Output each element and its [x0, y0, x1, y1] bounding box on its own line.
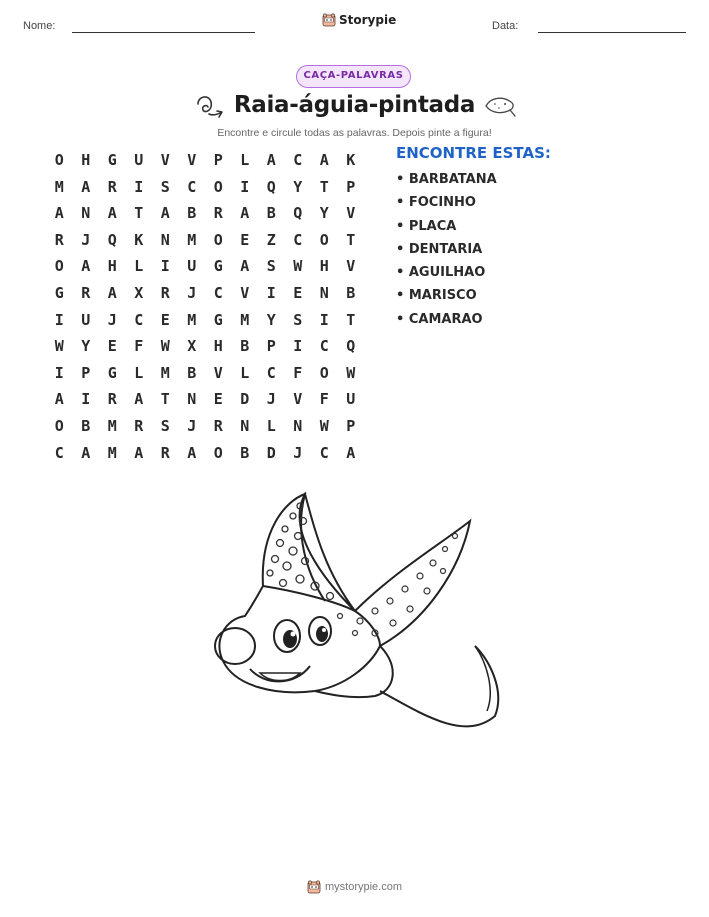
- grid-cell[interactable]: A: [107, 204, 117, 223]
- grid-cell[interactable]: A: [240, 204, 250, 223]
- grid-cell[interactable]: E: [213, 390, 223, 409]
- grid-cell[interactable]: M: [187, 310, 197, 329]
- grid-cell[interactable]: I: [160, 257, 170, 276]
- grid-cell[interactable]: J: [187, 283, 197, 302]
- grid-cell[interactable]: M: [187, 230, 197, 249]
- grid-cell[interactable]: V: [293, 390, 303, 409]
- grid-cell[interactable]: R: [160, 443, 170, 462]
- word-list-item: • FOCINHO: [396, 193, 497, 216]
- grid-cell[interactable]: C: [319, 337, 329, 356]
- grid-cell[interactable]: O: [319, 230, 329, 249]
- grid-cell[interactable]: J: [107, 310, 117, 329]
- grid-cell[interactable]: C: [134, 310, 144, 329]
- grid-cell[interactable]: K: [134, 230, 144, 249]
- grid-cell[interactable]: E: [293, 283, 303, 302]
- word-list-heading: ENCONTRE ESTAS:: [396, 144, 551, 162]
- word-list-item: • BARBATANA: [396, 170, 497, 193]
- word-list-item: • PLACA: [396, 217, 497, 240]
- grid-cell[interactable]: C: [187, 177, 197, 196]
- grid-cell[interactable]: I: [293, 337, 303, 356]
- grid-cell[interactable]: B: [346, 283, 356, 302]
- grid-cell[interactable]: N: [293, 416, 303, 435]
- word-list-item: • CAMARAO: [396, 310, 497, 333]
- grid-cell[interactable]: W: [319, 416, 329, 435]
- grid-cell[interactable]: W: [54, 337, 64, 356]
- grid-cell[interactable]: V: [213, 363, 223, 382]
- grid-cell[interactable]: Y: [81, 337, 91, 356]
- footer: [307, 880, 402, 894]
- grid-cell[interactable]: N: [240, 416, 250, 435]
- grid-cell[interactable]: O: [319, 363, 329, 382]
- grid-cell[interactable]: W: [160, 337, 170, 356]
- grid-cell[interactable]: R: [54, 230, 64, 249]
- grid-cell[interactable]: I: [134, 177, 144, 196]
- grid-cell[interactable]: V: [346, 204, 356, 223]
- grid-cell[interactable]: T: [346, 230, 356, 249]
- grid-cell[interactable]: T: [319, 177, 329, 196]
- grid-cell[interactable]: S: [160, 416, 170, 435]
- grid-cell[interactable]: P: [346, 416, 356, 435]
- grid-cell[interactable]: Z: [266, 230, 276, 249]
- grid-cell[interactable]: R: [107, 390, 117, 409]
- grid-cell[interactable]: I: [54, 363, 64, 382]
- title-row: [0, 88, 709, 126]
- grid-cell[interactable]: F: [293, 363, 303, 382]
- grid-cell[interactable]: C: [319, 443, 329, 462]
- grid-cell[interactable]: C: [213, 283, 223, 302]
- grid-cell[interactable]: B: [240, 443, 250, 462]
- grid-cell[interactable]: G: [107, 363, 117, 382]
- grid-cell[interactable]: J: [293, 443, 303, 462]
- grid-cell[interactable]: V: [160, 151, 170, 169]
- grid-cell[interactable]: M: [160, 363, 170, 382]
- grid-cell[interactable]: V: [240, 283, 250, 302]
- grid-cell[interactable]: O: [213, 230, 223, 249]
- word-list: [396, 170, 497, 333]
- date-label: Data:: [492, 20, 519, 32]
- grid-cell[interactable]: D: [240, 390, 250, 409]
- grid-cell[interactable]: M: [107, 416, 117, 435]
- grid-cell[interactable]: I: [54, 310, 64, 329]
- grid-cell[interactable]: B: [240, 337, 250, 356]
- grid-cell[interactable]: C: [293, 151, 303, 169]
- grid-cell[interactable]: L: [134, 363, 144, 382]
- grid-cell[interactable]: U: [81, 310, 91, 329]
- grid-cell[interactable]: F: [134, 337, 144, 356]
- grid-cell[interactable]: S: [266, 257, 276, 276]
- grid-cell[interactable]: N: [160, 230, 170, 249]
- grid-cell[interactable]: A: [81, 443, 91, 462]
- grid-cell[interactable]: Q: [107, 230, 117, 249]
- grid-cell[interactable]: J: [266, 390, 276, 409]
- grid-cell[interactable]: I: [319, 310, 329, 329]
- grid-cell[interactable]: A: [107, 283, 117, 302]
- grid-cell[interactable]: R: [160, 283, 170, 302]
- grid-cell[interactable]: Q: [346, 337, 356, 356]
- grid-cell[interactable]: X: [187, 337, 197, 356]
- grid-cell[interactable]: W: [293, 257, 303, 276]
- grid-cell[interactable]: E: [107, 337, 117, 356]
- grid-cell[interactable]: L: [240, 151, 250, 169]
- grid-cell[interactable]: C: [54, 443, 64, 462]
- grid-cell[interactable]: O: [54, 416, 64, 435]
- grid-cell[interactable]: A: [54, 204, 64, 223]
- grid-cell[interactable]: R: [134, 416, 144, 435]
- grid-cell[interactable]: X: [134, 283, 144, 302]
- grid-cell[interactable]: B: [187, 204, 197, 223]
- grid-cell[interactable]: L: [240, 363, 250, 382]
- instructions: Encontre e circule todas as palavras. Depois pinte a figura!: [217, 127, 492, 139]
- grid-cell[interactable]: F: [319, 390, 329, 409]
- grid-cell[interactable]: O: [54, 151, 64, 169]
- word-search-grid[interactable]: [46, 147, 364, 466]
- word-list-item: • AGUILHAO: [396, 263, 497, 286]
- grid-cell[interactable]: L: [266, 416, 276, 435]
- storypie-logo-icon: [307, 880, 321, 894]
- grid-cell[interactable]: A: [134, 390, 144, 409]
- grid-cell[interactable]: W: [346, 363, 356, 382]
- eagle-ray-illustration: [205, 491, 505, 741]
- grid-cell[interactable]: P: [81, 363, 91, 382]
- word-list-item: • MARISCO: [396, 286, 497, 309]
- ray-doodle-icon: [483, 94, 517, 118]
- grid-cell[interactable]: H: [107, 257, 117, 276]
- grid-cell[interactable]: A: [319, 151, 329, 169]
- name-field-line[interactable]: [72, 32, 255, 33]
- grid-cell[interactable]: P: [266, 337, 276, 356]
- grid-cell[interactable]: J: [81, 230, 91, 249]
- grid-cell[interactable]: A: [240, 257, 250, 276]
- grid-cell[interactable]: A: [134, 443, 144, 462]
- grid-cell[interactable]: C: [266, 363, 276, 382]
- grid-cell[interactable]: T: [134, 204, 144, 223]
- grid-cell[interactable]: R: [213, 204, 223, 223]
- grid-cell[interactable]: E: [240, 230, 250, 249]
- grid-cell[interactable]: M: [107, 443, 117, 462]
- grid-cell[interactable]: Y: [293, 177, 303, 196]
- grid-cell[interactable]: M: [240, 310, 250, 329]
- storypie-logo-icon: [322, 13, 336, 27]
- grid-cell[interactable]: B: [187, 363, 197, 382]
- grid-cell[interactable]: A: [81, 257, 91, 276]
- grid-cell[interactable]: G: [213, 257, 223, 276]
- grid-cell[interactable]: U: [346, 390, 356, 409]
- grid-cell[interactable]: D: [266, 443, 276, 462]
- grid-cell[interactable]: Y: [266, 310, 276, 329]
- grid-cell[interactable]: B: [266, 204, 276, 223]
- grid-cell[interactable]: N: [81, 204, 91, 223]
- grid-cell[interactable]: S: [293, 310, 303, 329]
- grid-cell[interactable]: M: [54, 177, 64, 196]
- grid-cell[interactable]: I: [266, 283, 276, 302]
- grid-cell[interactable]: A: [54, 390, 64, 409]
- grid-cell[interactable]: G: [54, 283, 64, 302]
- grid-cell[interactable]: J: [187, 416, 197, 435]
- grid-cell[interactable]: G: [213, 310, 223, 329]
- grid-cell[interactable]: V: [187, 151, 197, 169]
- brand: [322, 13, 396, 27]
- grid-cell[interactable]: P: [346, 177, 356, 196]
- grid-cell[interactable]: A: [187, 443, 197, 462]
- grid-cell[interactable]: N: [319, 283, 329, 302]
- grid-cell[interactable]: K: [346, 151, 356, 169]
- grid-cell[interactable]: A: [346, 443, 356, 462]
- grid-cell[interactable]: A: [81, 177, 91, 196]
- grid-cell[interactable]: A: [266, 151, 276, 169]
- footer-url[interactable]: mystorypie.com: [325, 881, 403, 893]
- grid-cell[interactable]: A: [160, 204, 170, 223]
- grid-cell[interactable]: I: [81, 390, 91, 409]
- grid-cell[interactable]: I: [240, 177, 250, 196]
- grid-cell[interactable]: U: [134, 151, 144, 169]
- activity-badge: CAÇA-PALAVRAS: [296, 65, 411, 88]
- grid-cell[interactable]: O: [213, 177, 223, 196]
- grid-cell[interactable]: T: [346, 310, 356, 329]
- grid-cell[interactable]: O: [54, 257, 64, 276]
- grid-cell[interactable]: H: [319, 257, 329, 276]
- grid-cell[interactable]: H: [81, 151, 91, 169]
- grid-cell[interactable]: Y: [319, 204, 329, 223]
- name-label: Nome:: [23, 20, 56, 32]
- grid-cell[interactable]: G: [107, 151, 117, 169]
- grid-cell[interactable]: E: [160, 310, 170, 329]
- grid-cell[interactable]: C: [293, 230, 303, 249]
- grid-cell[interactable]: O: [213, 443, 223, 462]
- grid-cell[interactable]: V: [346, 257, 356, 276]
- date-field-line[interactable]: [538, 32, 686, 33]
- grid-cell[interactable]: B: [81, 416, 91, 435]
- grid-cell[interactable]: L: [134, 257, 144, 276]
- grid-cell[interactable]: N: [187, 390, 197, 409]
- word-list-item: • DENTARIA: [396, 240, 497, 263]
- grid-cell[interactable]: Q: [266, 177, 276, 196]
- brand-name: Storypie: [339, 13, 397, 27]
- grid-cell[interactable]: T: [160, 390, 170, 409]
- grid-cell[interactable]: H: [213, 337, 223, 356]
- page-title: Raia-águia-pintada: [233, 92, 476, 118]
- grid-cell[interactable]: Q: [293, 204, 303, 223]
- grid-cell[interactable]: P: [213, 151, 223, 169]
- grid-cell[interactable]: R: [81, 283, 91, 302]
- grid-cell[interactable]: R: [213, 416, 223, 435]
- grid-cell[interactable]: U: [187, 257, 197, 276]
- grid-cell[interactable]: S: [160, 177, 170, 196]
- grid-cell[interactable]: R: [107, 177, 117, 196]
